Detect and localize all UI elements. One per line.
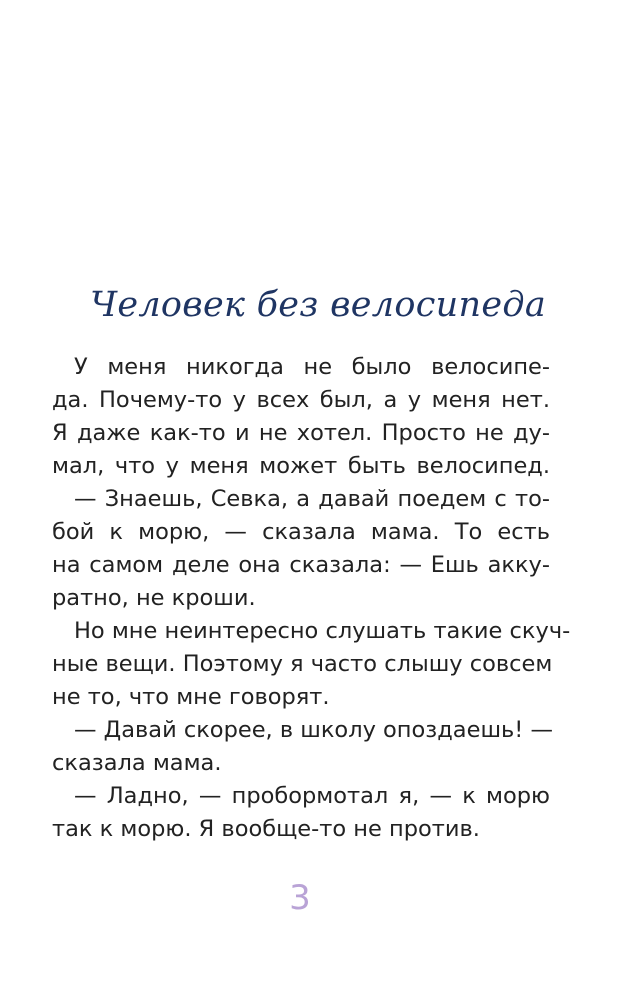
text-line: ные вещи. Поэтому я часто слышу совсем [52,651,553,677]
text-line: мал, что у меня может быть велосипед. [52,453,550,479]
page-number: 3 [289,878,311,918]
text-line: Я даже как-то и не хотел. Просто не ду- [52,420,550,446]
text-line: Но мне неинтересно слушать такие скуч- [74,618,571,644]
text-line: так к морю. Я вообще-то не против. [52,816,480,842]
text-line: ратно, не кроши. [52,585,256,611]
text-line: бой к морю, — сказала мама. То есть [52,519,550,545]
text-line: — Давай скорее, в школу опоздаешь! — [74,717,553,743]
text-line: не то, что мне говорят. [52,684,330,710]
text-line: на самом деле она сказала: — Ешь акку- [52,552,550,578]
text-line: да. Почему-то у всех был, а у меня нет. [52,387,550,413]
text-line: — Знаешь, Севка, а давай поедем с то- [74,486,550,512]
text-line: У меня никогда не было велосипе- [74,354,550,380]
text-line: сказала мама. [52,750,222,776]
chapter-title: Человек без велосипеда [89,285,546,325]
text-line: — Ладно, — пробормотал я, — к морю [74,783,550,809]
